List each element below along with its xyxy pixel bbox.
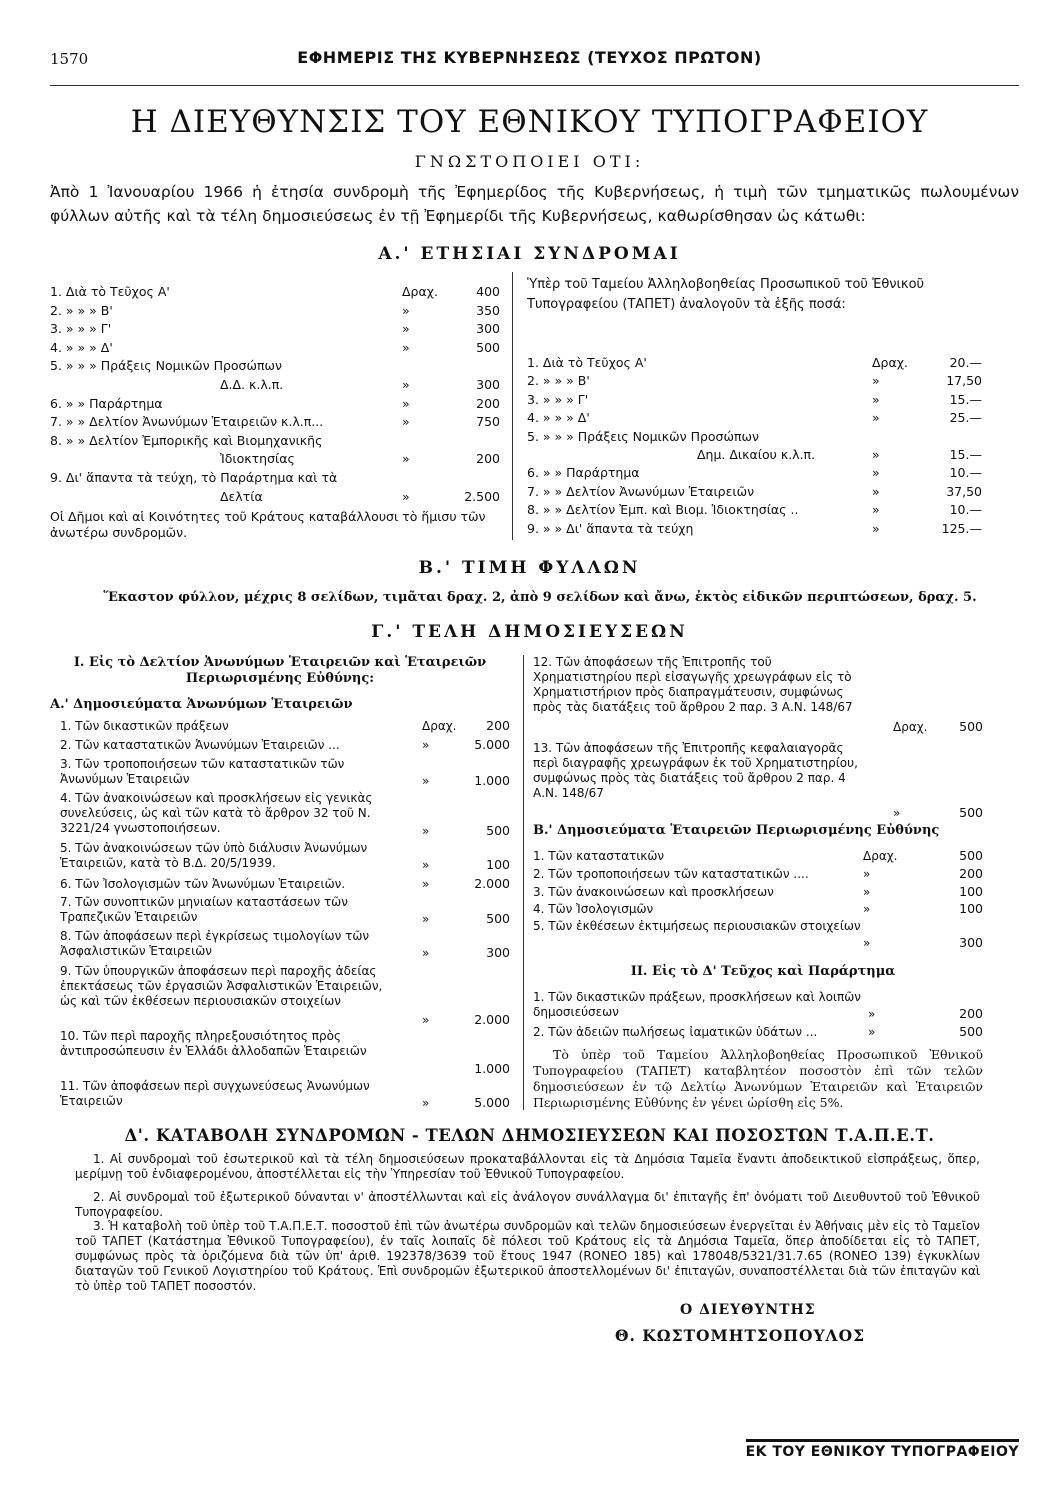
section-c-right-note: Τὸ ὑπὲρ τοῦ Ταμείου Ἀλληλοβοηθείας Προσωπικοῦ Ἐθνικοῦ Τυπογραφείου (ΤΑΠΕΤ) καταβλητέον ποσοστὸν ἐπὶ τῶν τελῶν δημοσιεύσεων ἐν τῷ Δελτίῳ Ἀνωνύμων Ἑταιρειῶν καὶ Ἑταιρειῶν Περιωρισμένης Εὐθύνης ἐν γένει ὡρίσθη εἰς 5%. bbox=[533, 1047, 983, 1110]
row-value: 200 bbox=[476, 451, 500, 467]
list-item bbox=[533, 866, 983, 882]
item-text: 1. Τῶν καταστατικῶν bbox=[533, 849, 665, 863]
list-item bbox=[533, 919, 983, 951]
table-row bbox=[527, 429, 982, 445]
page-subtitle: ΓΝΩΣΤΟΠΟΙΕΙ ΟΤΙ: bbox=[414, 152, 645, 171]
item-value: 100 bbox=[959, 883, 983, 899]
item-unit: » bbox=[422, 1012, 430, 1027]
row-label: 3. » » » Γ' bbox=[527, 391, 589, 407]
row-unit: » bbox=[872, 447, 880, 462]
row-label: Ἰδιοκτησίας bbox=[220, 451, 295, 467]
item-unit: » bbox=[422, 824, 430, 839]
item-text: 9. Τῶν ὑπουργικῶν ἀποφάσεων περὶ παροχῆς ἀδείας ἐπεκτάσεως τῶν ἐργασιῶν Ἀσφαλιστικῶν Ἑταιρειῶν, ὡς καὶ τῶν ἐκθέσεων περιουσιακῶν στοιχείων bbox=[60, 963, 383, 1008]
row-label: Δημ. Δικαίου κ.λ.π. bbox=[697, 447, 816, 462]
row-unit: » bbox=[872, 520, 880, 536]
row-unit: » bbox=[402, 395, 410, 411]
section-c-right-sub: Β.' Δημοσιεύματα Ἑταιρειῶν Περιωρισμένης Εὐθύνης bbox=[533, 823, 940, 838]
table-row bbox=[527, 484, 982, 500]
item-text: 10. Τῶν περὶ παροχῆς πληρεξουσιότητος πρὸς ἀντιπροσώπευσιν ἐν Ἑλλάδι ἀλλοδαπῶν Ἑταιρειῶν bbox=[60, 1029, 367, 1059]
row-unit: » bbox=[872, 373, 880, 389]
row-value: 20.— bbox=[949, 355, 982, 370]
item-value: 300 bbox=[486, 945, 510, 961]
item-value: 500 bbox=[959, 719, 983, 734]
item-unit: » bbox=[422, 738, 430, 753]
item-value: 2.000 bbox=[474, 875, 510, 891]
row-unit: » bbox=[402, 451, 410, 467]
item-text: 5. Τῶν ἐκθέσεων ἐκτιμήσεως περιουσιακῶν στοιχείων bbox=[533, 919, 861, 934]
item-text: 1. Τῶν δικαστικῶν πράξεων bbox=[60, 719, 229, 733]
item-value: 100 bbox=[959, 901, 983, 917]
item-value: 2.000 bbox=[474, 1011, 510, 1027]
section-c-left-heading: I. Εἰς τὸ Δελτίον Ἀνωνύμων Ἑταιρειῶν καὶ Ἑταιρειῶν Περιωρισμένης Εὐθύνης: bbox=[73, 655, 487, 686]
item-text: 12. Τῶν ἀποφάσεων τῆς Ἐπιτροπῆς τοῦ Χρηματιστηρίου περὶ εἰσαγωγῆς χρεωγράφων εἰς τὸ Χρηματιστήριον πρὸς διαπραγμάτευσιν, συμφώνως πρὸς τὰς διατάξεις τοῦ ἄρθρου 2 παρ. 3 Α.Ν. 148/67 bbox=[533, 655, 853, 714]
page-title: Η ΔΙΕΥΘΥΝΣΙΣ ΤΟΥ ΕΘΝΙΚΟΥ ΤΥΠΟΓΡΑΦΕΙΟΥ bbox=[130, 104, 929, 140]
row-label: 2. » » » Β' bbox=[50, 302, 113, 318]
row-label: 4. » » » Δ' bbox=[527, 410, 590, 426]
item-text: 5. Τῶν ἀνακοινώσεων τῶν ὑπὸ διάλυσιν Ἀνωνύμων Ἑταιρειῶν, κατὰ τὸ Β.Δ. 20/5/1939. bbox=[60, 841, 368, 871]
item-unit: Δραχ. bbox=[422, 719, 457, 733]
section-a-left-note: Οἱ Δῆμοι καὶ αἱ Κοινότητες τοῦ Κράτους καταβάλλουσι τὸ ἥμισυ τῶν ἀνωτέρω συνδρομῶν. bbox=[50, 509, 486, 540]
header-divider bbox=[50, 85, 1019, 86]
item-unit: » bbox=[863, 936, 871, 951]
item-value: 1.000 bbox=[474, 1061, 510, 1077]
row-label: 5. » » » Πράξεις Νομικῶν Προσώπων bbox=[527, 428, 759, 444]
item-text: 4. Τῶν ἀνακοινώσεων καὶ προσκλήσεων εἰς γενικὰς συνελεύσεις, ὡς καὶ τῶν κατὰ τὸ ἄρθρον 32 τοῦ Ν. 3221/24 γνωστοποιήσεων. bbox=[60, 791, 373, 836]
item-value: 500 bbox=[959, 848, 983, 863]
section-c-title: Γ.' ΤΕΛΗ ΔΗΜΟΣΙΕΥΣΕΩΝ bbox=[371, 622, 688, 642]
item-unit: » bbox=[863, 884, 871, 899]
item-value: 5.000 bbox=[474, 1095, 510, 1110]
item-text: 8. Τῶν ἀποφάσεων περὶ ἐγκρίσεως τιμολογίων τῶν Ἀσφαλιστικῶν Ἑταιρειῶν bbox=[60, 929, 370, 959]
table-row bbox=[50, 358, 500, 374]
section-c-left-sub: Α.' Δημοσιεύματα Ἀνωνύμων Ἑταιρειῶν bbox=[50, 697, 353, 712]
intro-paragraph: Ἀπὸ 1 Ἰανουαρίου 1966 ἡ ἐτησία συνδρομὴ τῆς Ἐφημερίδος τῆς Κυβερνήσεως, ἡ τιμὴ τῶν τμηματικῶς πωλουμένων φύλλων αὐτῆς καὶ τὰ τέλη δημοσιεύσεως ἐν τῇ Ἐφημερίδι τῆς Κυβερνήσεως, καθωρίσθησαν ὡς κάτωθι: bbox=[50, 183, 1019, 225]
item-unit: Δραχ. bbox=[893, 720, 928, 734]
section-d-paragraph: 1. Αἱ συνδρομαὶ τοῦ ἐσωτερικοῦ καὶ τὰ τέλη δημοσιεύσεων προκαταβάλλονται εἰς τὰ Δημόσια Ταμεῖα ἔναντι ἀποδεικτικοῦ εἰσπράξεως, ὅπερ, μερίμνῃ τοῦ ἐνδιαφερομένου, ἀποστέλλεται εἰς τὴν Ὑπηρεσίαν τοῦ Ἐθνικοῦ Τυπογραφείου. bbox=[75, 1152, 980, 1181]
row-value: 200 bbox=[476, 395, 500, 411]
row-value: 25.— bbox=[949, 410, 982, 426]
item-unit: » bbox=[422, 876, 430, 891]
list-item bbox=[60, 757, 510, 789]
item-value: 500 bbox=[959, 1024, 983, 1039]
row-value: 300 bbox=[476, 377, 500, 392]
row-unit: » bbox=[402, 302, 410, 318]
row-label: 9. Δι' ἅπαντα τὰ τεύχη, τὸ Παράρτημα καὶ τὰ bbox=[50, 470, 338, 485]
table-row bbox=[527, 373, 982, 389]
row-value: 15.— bbox=[949, 391, 982, 407]
row-unit: Δραχ. bbox=[872, 355, 908, 370]
table-row bbox=[527, 392, 982, 408]
list-item bbox=[533, 848, 983, 864]
printer-stamp: ΕΚ ΤΟΥ ΕΘΝΙΚΟΥ ΤΥΠΟΓΡΑΦΕΙΟΥ bbox=[746, 1439, 1019, 1460]
list-item bbox=[60, 791, 510, 839]
item-text: 4. Τῶν Ἰσολογισμῶν bbox=[533, 902, 654, 917]
row-value: 350 bbox=[476, 302, 500, 318]
row-label: 6. » » Παράρτημα bbox=[527, 465, 640, 481]
table-row bbox=[50, 303, 500, 319]
section-d-paragraph: 3. Ἡ καταβολὴ τοῦ ὑπὲρ τοῦ Τ.Α.Π.Ε.Τ. ποσοστοῦ ἐπὶ τῶν ἀνωτέρω συνδρομῶν καὶ τελῶν δημοσιεύσεων ἐνεργεῖται ἐν Ἀθήναις μὲν εἰς τὸ Ταμεῖον τοῦ ΤΑΠΕΤ (Κατάστημα Ἐθνικοῦ Τυπογραφείου), ἐν ταῖς λοιπαῖς δὲ πόλεσι τοῦ Κράτους εἰς τὰ Δημόσια Ταμεῖα, ὅπερ ἀποδίδεται εἰς τὸ ΤΑΠΕΤ, συμφώνως πρὸς τὰ ὁριζόμενα διὰ τῶν ὑπ' ἀριθ. 192378/3639 τοῦ ἔτους 1947 (RONEO 185) καὶ 178048/5321/31.7.65 (RONEO 139) ἐγκυκλίων διαταγῶν τοῦ Γενικοῦ Λογιστηρίου τοῦ Κράτους. Ἐπὶ συνδρομῶν ἐξωτερικοῦ ἀποστελλομένων δι' ἐπιταγῶν, συναποστέλλεται διὰ τῶν ἐπιταγῶν καὶ τὸ ὑπὲρ τοῦ ΤΑΠΕΤ ποσοστόν. bbox=[75, 1219, 980, 1293]
item-unit: » bbox=[422, 911, 430, 926]
row-value: 125.— bbox=[941, 520, 982, 536]
section-d-title: Δ'. ΚΑΤΑΒΟΛΗ ΣΥΝΔΡΟΜΩΝ - ΤΕΛΩΝ ΔΗΜΟΣΙΕΥΣΕΩΝ ΚΑΙ ΠΟΣΟΣΤΩΝ Τ.Α.Π.Ε.Τ. bbox=[124, 1126, 935, 1145]
row-label: 1. Διὰ τὸ Τεῦχος Α' bbox=[527, 355, 647, 370]
item-value: 200 bbox=[959, 1006, 983, 1021]
row-label: 7. » » Δελτίον Ἀνωνύμων Ἑταιρειῶν κ.λ.π... bbox=[50, 414, 324, 430]
row-value: 10.— bbox=[949, 502, 982, 518]
row-label: 8. » » Δελτίον Ἐμπορικῆς καὶ Βιομηχανικῆς bbox=[50, 432, 323, 448]
item-unit: » bbox=[863, 902, 871, 917]
list-item bbox=[60, 718, 510, 734]
list-item bbox=[60, 1079, 510, 1111]
table-row bbox=[50, 451, 500, 467]
table-row bbox=[50, 340, 500, 356]
item-unit: » bbox=[893, 805, 901, 820]
item-text: 11. Τῶν ἀποφάσεων περὶ συγχωνεύσεως Ἀνωνύμων Ἑταιρειῶν bbox=[60, 1079, 370, 1108]
table-row bbox=[50, 414, 500, 430]
row-label: Δ.Δ. κ.λ.π. bbox=[220, 377, 284, 392]
table-row bbox=[50, 433, 500, 449]
row-unit: Δραχ. bbox=[402, 284, 438, 299]
item-value: 200 bbox=[486, 718, 510, 733]
section-d-paragraph: 2. Αἱ συνδρομαὶ τοῦ ἐξωτερικοῦ δύνανται ν' ἀποστέλλωνται καὶ εἰς ἀνάλογον συνάλλαγμα δι' ἐπιταγῆς ἐπ' ὀνόματι τοῦ Διευθυντοῦ τοῦ Ἐθνικοῦ Τυπογραφείου. bbox=[75, 1190, 980, 1219]
item-value: 300 bbox=[959, 935, 983, 951]
row-label: Δελτία bbox=[220, 488, 263, 504]
item-text: 2. Τῶν τροποποιήσεων τῶν καταστατικῶν .... bbox=[533, 866, 809, 881]
item-unit: » bbox=[422, 946, 430, 961]
row-label: 7. » » Δελτίον Ἀνωνύμων Ἑταιρειῶν bbox=[527, 483, 755, 499]
row-value: 17,50 bbox=[946, 373, 982, 389]
list-item bbox=[533, 884, 983, 900]
item-text: 2. Τῶν ἀδειῶν πωλήσεως ἰαματικῶν ὑδάτων ... bbox=[533, 1025, 818, 1039]
row-unit: » bbox=[402, 377, 410, 392]
column-divider bbox=[523, 655, 524, 1110]
row-unit: » bbox=[402, 321, 410, 337]
item-unit: » bbox=[868, 1007, 876, 1021]
table-row bbox=[527, 355, 982, 371]
list-item bbox=[533, 990, 983, 1022]
row-unit: » bbox=[872, 410, 880, 426]
row-value: 500 bbox=[476, 339, 500, 355]
table-row bbox=[527, 502, 982, 518]
row-label: 9. » » Δι' ἅπαντα τὰ τεύχη bbox=[527, 520, 694, 536]
item-value: 5.000 bbox=[474, 737, 510, 753]
list-item bbox=[533, 1024, 983, 1040]
row-value: 750 bbox=[476, 414, 500, 430]
row-value: 300 bbox=[476, 321, 500, 337]
row-unit: » bbox=[872, 391, 880, 407]
list-item bbox=[533, 901, 983, 917]
item-value: 200 bbox=[959, 865, 983, 881]
row-label: 1. Διὰ τὸ Τεῦχος Α' bbox=[50, 284, 170, 299]
item-text: 13. Τῶν ἀποφάσεων τῆς Ἐπιτροπῆς κεφαλαιαγορᾶς περὶ διαγραφῆς χρεωγράφων ἐκ τοῦ Χρηματιστηρίου, συμφώνως πρὸς τὰς διατάξεις τοῦ ἄρθρου 2 παρ. 4 Α.Ν. 148/67 bbox=[533, 740, 858, 800]
list-item bbox=[60, 929, 510, 961]
list-item bbox=[533, 655, 983, 735]
list-item bbox=[60, 876, 510, 892]
row-value: 400 bbox=[476, 284, 500, 299]
table-row bbox=[527, 447, 982, 463]
row-unit: » bbox=[872, 465, 880, 481]
section-b-title: Β.' ΤΙΜΗ ΦΥΛΛΩΝ bbox=[418, 558, 641, 578]
row-label: 6. » » Παράρτημα bbox=[50, 395, 163, 411]
table-row bbox=[50, 396, 500, 412]
table-row bbox=[50, 284, 500, 300]
item-value: 1.000 bbox=[474, 772, 510, 788]
row-unit: » bbox=[402, 414, 410, 430]
item-unit: » bbox=[422, 773, 430, 788]
row-value: 37,50 bbox=[946, 483, 982, 499]
row-label: 4. » » » Δ' bbox=[50, 339, 113, 355]
row-unit: » bbox=[402, 339, 410, 355]
item-value: 500 bbox=[486, 823, 510, 839]
section-a-right-intro: Ὑπὲρ τοῦ Ταμείου Ἀλληλοβοηθείας Προσωπικοῦ τοῦ Ἐθνικοῦ Τυπογραφείου (ΤΑΠΕΤ) ἀναλογοῦν τὰ ἑξῆς ποσά: bbox=[527, 277, 925, 312]
item-text: 7. Τῶν συνοπτικῶν μηνιαίων καταστάσεων τῶν Τραπεζικῶν Ἑταιρειῶν bbox=[60, 894, 348, 924]
signature-name: Θ. ΚΩΣΤΟΜΗΤΣΟΠΟΥΛΟΣ bbox=[615, 1326, 866, 1345]
item-text: 3. Τῶν ἀνακοινώσεων καὶ προσκλήσεων bbox=[533, 884, 774, 899]
row-label: 5. » » » Πράξεις Νομικῶν Προσώπων bbox=[50, 358, 282, 374]
list-item bbox=[60, 1029, 510, 1077]
page-number: 1570 bbox=[50, 50, 89, 68]
section-b-text: Ἕκαστον φύλλον, μέχρις 8 σελίδων, τιμᾶται δραχ. 2, ἀπὸ 9 σελίδων καὶ ἄνω, ἐκτὸς εἰδικῶν περιπτώσεων, δραχ. 5. bbox=[103, 590, 977, 605]
table-row bbox=[50, 321, 500, 337]
list-item bbox=[60, 737, 510, 753]
table-row bbox=[527, 410, 982, 426]
row-unit: » bbox=[872, 502, 880, 518]
section-c-right-heading2: II. Εἰς τὸ Δ' Τεῦχος καὶ Παράρτημα bbox=[630, 964, 896, 979]
list-item bbox=[60, 964, 510, 1028]
item-value: 100 bbox=[486, 857, 510, 873]
item-value: 500 bbox=[959, 804, 983, 820]
item-text: 2. Τῶν καταστατικῶν Ἀνωνύμων Ἑταιρειῶν ... bbox=[60, 738, 340, 753]
item-unit: Δραχ. bbox=[863, 849, 898, 863]
list-item bbox=[533, 741, 983, 821]
item-value: 500 bbox=[486, 910, 510, 926]
list-item bbox=[60, 895, 510, 927]
table-row bbox=[527, 521, 982, 537]
row-label: 8. » » Δελτίον Ἐμπ. καὶ Βιομ. Ἰδιοκτησίας .. bbox=[527, 502, 799, 518]
item-text: 3. Τῶν τροποποιήσεων τῶν καταστατικῶν τῶν Ἀνωνύμων Ἑταιρειῶν bbox=[60, 756, 345, 786]
row-value: 2.500 bbox=[464, 488, 500, 504]
running-title: ΕΦΗΜΕΡΙΣ ΤΗΣ ΚΥΒΕΡΝΗΣΕΩΣ (ΤΕΥΧΟΣ ΠΡΩΤΟΝ) bbox=[297, 48, 762, 67]
table-row bbox=[527, 465, 982, 481]
item-unit: » bbox=[868, 1025, 876, 1039]
row-value: 10.— bbox=[949, 465, 982, 481]
item-unit: » bbox=[422, 858, 430, 873]
row-unit: » bbox=[402, 488, 410, 504]
row-unit: » bbox=[872, 483, 880, 499]
table-row bbox=[50, 489, 500, 505]
item-unit: » bbox=[863, 866, 871, 881]
section-a-title: Α.' ΕΤΗΣΙΑΙ ΣΥΝΔΡΟΜΑΙ bbox=[378, 244, 681, 264]
table-row bbox=[50, 377, 500, 393]
item-text: 6. Τῶν Ἰσολογισμῶν τῶν Ἀνωνύμων Ἑταιρειῶν. bbox=[60, 876, 346, 891]
list-item bbox=[60, 841, 510, 873]
row-label: 2. » » » Β' bbox=[527, 373, 590, 389]
row-value: 15.— bbox=[949, 447, 982, 462]
item-unit: » bbox=[422, 1096, 430, 1110]
item-text: 1. Τῶν δικαστικῶν πράξεων, προσκλήσεων καὶ λοιπῶν δημοσιεύσεων bbox=[533, 990, 861, 1019]
row-label: 3. » » » Γ' bbox=[50, 321, 112, 337]
column-divider bbox=[512, 272, 513, 540]
signature-role: Ο ΔΙΕΥΘΥΝΤΗΣ bbox=[680, 1302, 816, 1318]
table-row bbox=[50, 470, 500, 486]
